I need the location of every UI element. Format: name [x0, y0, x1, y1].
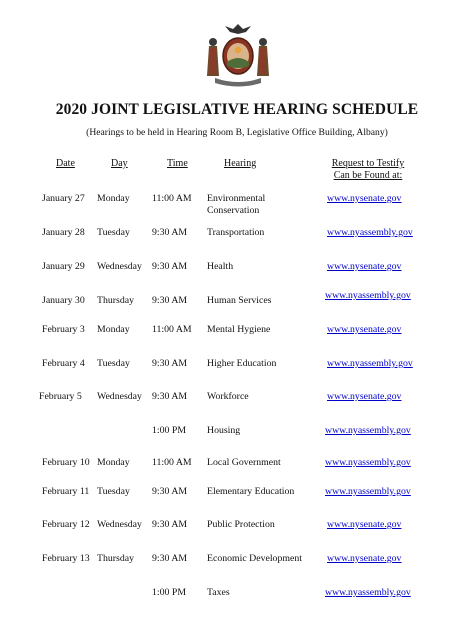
row-testify-link[interactable]: www.nyassembly.gov: [327, 227, 413, 238]
row-testify-link[interactable]: www.nyassembly.gov: [325, 457, 411, 468]
row-testify-link[interactable]: www.nysenate.gov: [327, 553, 402, 564]
row-day: Tuesday: [97, 486, 130, 497]
row-day: Thursday: [97, 553, 135, 564]
row-time: 1:00 PM: [152, 425, 187, 436]
row-time: 9:30 AM: [152, 358, 188, 369]
row-date: February 11: [42, 486, 90, 497]
row-time: 11:00 AM: [152, 457, 192, 468]
row-time: 11:00 AM: [152, 324, 192, 335]
row-hearing: Taxes: [207, 587, 230, 598]
row-date: February 3: [42, 324, 85, 335]
header-date: Date: [56, 158, 75, 169]
row-time: 9:30 AM: [152, 486, 188, 497]
row-date: February 4: [42, 358, 85, 369]
row-date: February 10: [42, 457, 90, 468]
row-hearing: Health: [207, 261, 234, 272]
row-day: Monday: [97, 457, 130, 468]
row-hearing: Workforce: [207, 391, 249, 402]
page-subtitle: (Hearings to be held in Hearing Room B, Legislative Office Building, Albany): [86, 127, 388, 138]
row-hearing: Local Government: [207, 457, 281, 468]
header-request-to-testify: [313, 158, 423, 182]
row-date: February 5: [39, 391, 82, 402]
row-hearing: Housing: [207, 425, 241, 436]
row-testify-link[interactable]: www.nyassembly.gov: [325, 587, 411, 598]
row-testify-link[interactable]: www.nyassembly.gov: [325, 486, 411, 497]
row-hearing: Transportation: [207, 227, 265, 238]
row-hearing: Higher Education: [207, 358, 277, 369]
row-testify-link[interactable]: www.nysenate.gov: [327, 324, 402, 335]
row-time: 11:00 AM: [152, 193, 192, 204]
row-date: January 27: [42, 193, 85, 204]
row-date: January 29: [42, 261, 85, 272]
row-testify-link[interactable]: www.nysenate.gov: [327, 519, 402, 530]
new-york-state-seal-icon: [203, 22, 273, 88]
row-time: 9:30 AM: [152, 295, 188, 306]
row-hearing: Public Protection: [207, 519, 275, 530]
row-time: 9:30 AM: [152, 227, 188, 238]
row-testify-link[interactable]: www.nysenate.gov: [327, 261, 402, 272]
row-hearing: Economic Development: [207, 553, 302, 564]
header-request-line2: Can be Found at:: [333, 170, 403, 181]
row-testify-link[interactable]: www.nysenate.gov: [327, 193, 402, 204]
row-testify-link[interactable]: www.nyassembly.gov: [325, 425, 411, 436]
row-date: February 12: [42, 519, 90, 530]
row-hearing: Human Services: [207, 295, 272, 306]
row-day: Monday: [97, 193, 130, 204]
row-day: Wednesday: [97, 391, 142, 402]
header-day: Day: [111, 158, 128, 169]
row-time: 9:30 AM: [152, 553, 188, 564]
row-hearing: Elementary Education: [207, 486, 295, 497]
row-time: 9:30 AM: [152, 391, 188, 402]
header-request-line1: Request to Testify: [331, 158, 405, 169]
row-day: Monday: [97, 324, 130, 335]
row-date: February 13: [42, 553, 90, 564]
header-time: Time: [167, 158, 188, 169]
row-day: Thursday: [97, 295, 135, 306]
row-time: 9:30 AM: [152, 519, 188, 530]
row-day: Tuesday: [97, 227, 130, 238]
page-title: 2020 JOINT LEGISLATIVE HEARING SCHEDULE: [55, 101, 419, 118]
row-day: Wednesday: [97, 261, 142, 272]
row-testify-link[interactable]: www.nyassembly.gov: [325, 290, 411, 301]
row-time: 9:30 AM: [152, 261, 188, 272]
row-day: Wednesday: [97, 519, 142, 530]
row-date: January 30: [42, 295, 85, 306]
row-hearing: Mental Hygiene: [207, 324, 271, 335]
header-hearing: Hearing: [224, 158, 257, 169]
row-time: 1:00 PM: [152, 587, 187, 598]
row-testify-link[interactable]: www.nyassembly.gov: [327, 358, 413, 369]
row-testify-link[interactable]: www.nysenate.gov: [327, 391, 402, 402]
row-date: January 28: [42, 227, 85, 238]
row-day: Tuesday: [97, 358, 130, 369]
row-hearing: Environmental Conservation: [207, 193, 266, 216]
